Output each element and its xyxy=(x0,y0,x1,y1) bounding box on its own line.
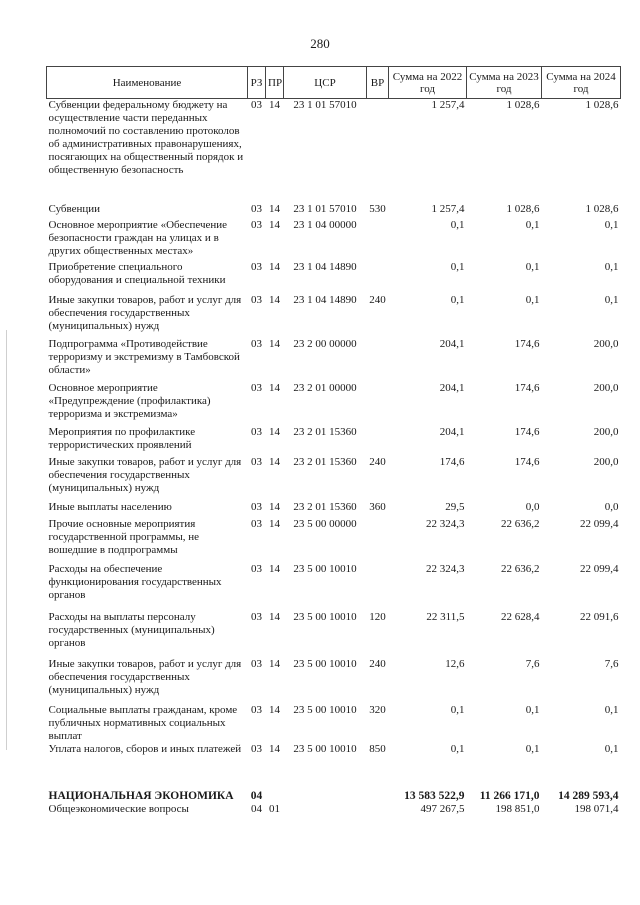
table-row xyxy=(47,803,621,823)
row-pr: 14 xyxy=(269,562,280,575)
row-name: Иные закупки товаров, работ и услуг для обеспечения государственных (муниципальных) нужд xyxy=(48,657,242,696)
row-rz: 03 xyxy=(251,293,262,306)
row-vr xyxy=(367,781,389,803)
row-sum-2024: 198 071,4 xyxy=(574,802,619,815)
row-sum-2022: 0,1 xyxy=(450,260,465,273)
row-sum-2024: 200,0 xyxy=(593,381,619,394)
row-vr: 240 xyxy=(369,455,386,468)
row-csr: 23 2 01 15360 xyxy=(293,455,357,468)
row-sum-2024: 22 091,6 xyxy=(580,610,619,623)
row-sum-2023: 0,0 xyxy=(525,500,540,513)
row-sum-2023: 1 028,6 xyxy=(506,99,540,111)
row-csr: 23 1 04 14890 xyxy=(293,260,357,273)
header-sum-2024: Сумма на 2024 год xyxy=(542,67,621,99)
row-name: Основное мероприятие «Предупреждение (профилактика) терроризма и экстремизма» xyxy=(48,381,211,420)
table-row xyxy=(47,426,621,456)
row-sum-2023: 0,1 xyxy=(525,260,540,273)
row-name: Прочие основные мероприятия государственной программы, не вошедшие в подпрограммы xyxy=(48,517,200,556)
row-sum-2024: 0,1 xyxy=(604,218,619,231)
budget-table xyxy=(46,66,621,823)
row-csr: 23 1 01 57010 xyxy=(293,202,357,215)
row-rz: 03 xyxy=(251,610,262,623)
row-sum-2024: 0,1 xyxy=(604,703,619,716)
row-sum-2022: 0,1 xyxy=(450,293,465,306)
row-csr: 23 2 00 00000 xyxy=(293,337,357,350)
header-sum-2023: Сумма на 2023 год xyxy=(467,67,542,99)
row-rz: 03 xyxy=(251,657,262,670)
row-vr xyxy=(367,219,389,261)
row-name: Расходы на обеспечение функционирования государственных органов xyxy=(48,562,222,601)
row-rz: 03 xyxy=(251,202,262,215)
row-pr: 14 xyxy=(269,742,280,755)
row-csr: 23 5 00 10010 xyxy=(293,657,357,670)
row-csr: 23 1 04 14890 xyxy=(293,293,357,306)
table-row xyxy=(47,99,621,203)
row-sum-2023: 22 628,4 xyxy=(501,610,540,623)
row-sum-2022: 204,1 xyxy=(439,381,465,394)
left-margin-mark xyxy=(6,330,7,750)
row-vr xyxy=(367,518,389,563)
header-sum-2022: Сумма на 2022 год xyxy=(389,67,467,99)
row-sum-2022: 1 257,4 xyxy=(431,99,465,111)
table-row xyxy=(47,563,621,611)
row-vr: 240 xyxy=(369,657,386,670)
row-sum-2024: 7,6 xyxy=(604,657,619,670)
row-csr: 23 5 00 10010 xyxy=(293,703,357,716)
table-row xyxy=(47,338,621,382)
row-sum-2024: 14 289 593,4 xyxy=(558,789,619,802)
row-pr: 14 xyxy=(269,337,280,350)
row-rz: 03 xyxy=(251,455,262,468)
table-row xyxy=(47,704,621,743)
row-rz: 03 xyxy=(251,703,262,716)
row-sum-2022: 174,6 xyxy=(439,455,465,468)
row-sum-2023: 7,6 xyxy=(525,657,540,670)
row-pr: 14 xyxy=(269,657,280,670)
row-csr xyxy=(284,781,367,803)
table-row xyxy=(47,219,621,261)
row-rz: 04 xyxy=(250,789,263,802)
row-pr: 14 xyxy=(269,610,280,623)
row-sum-2023: 1 028,6 xyxy=(506,202,540,215)
row-vr: 360 xyxy=(369,500,386,513)
table-row xyxy=(47,294,621,338)
row-sum-2024: 1 028,6 xyxy=(585,202,619,215)
row-sum-2024: 0,0 xyxy=(604,500,619,513)
row-name: Субвенции xyxy=(48,202,101,215)
row-pr: 14 xyxy=(269,293,280,306)
row-pr: 14 xyxy=(269,455,280,468)
row-rz: 03 xyxy=(251,425,262,438)
row-sum-2024: 22 099,4 xyxy=(580,517,619,530)
row-sum-2023: 0,1 xyxy=(525,703,540,716)
row-sum-2024: 200,0 xyxy=(593,425,619,438)
row-name: Мероприятия по профилактике террористических проявлений xyxy=(48,425,196,451)
row-sum-2022: 22 324,3 xyxy=(426,562,465,575)
table-row xyxy=(47,518,621,563)
header-name: Наименование xyxy=(47,67,248,99)
row-vr xyxy=(367,426,389,456)
row-name: Основное мероприятие «Обеспечение безопасности граждан на улицах и в других общественных местах» xyxy=(48,218,228,257)
row-csr xyxy=(284,803,367,823)
row-sum-2022: 22 311,5 xyxy=(426,610,465,623)
row-sum-2022: 29,5 xyxy=(445,500,465,513)
row-csr: 23 5 00 10010 xyxy=(293,562,357,575)
row-sum-2022: 0,1 xyxy=(450,218,465,231)
row-vr xyxy=(367,99,389,203)
row-name: Иные закупки товаров, работ и услуг для обеспечения государственных (муниципальных) нужд xyxy=(48,455,242,494)
row-vr xyxy=(367,563,389,611)
row-rz: 03 xyxy=(251,517,262,530)
row-sum-2024: 0,1 xyxy=(604,293,619,306)
row-sum-2023: 174,6 xyxy=(514,381,540,394)
row-vr xyxy=(367,261,389,294)
table-row xyxy=(47,743,621,781)
row-csr: 23 2 01 15360 xyxy=(293,500,357,513)
row-name: НАЦИОНАЛЬНАЯ ЭКОНОМИКА xyxy=(48,789,234,802)
row-rz: 03 xyxy=(251,218,262,231)
row-sum-2022: 12,6 xyxy=(445,657,465,670)
row-sum-2024: 0,1 xyxy=(604,260,619,273)
row-name: Социальные выплаты гражданам, кроме публичных нормативных социальных выплат xyxy=(48,703,238,742)
table-row xyxy=(47,501,621,518)
row-vr xyxy=(367,338,389,382)
row-name: Расходы на выплаты персоналу государственных (муниципальных) органов xyxy=(48,610,215,649)
row-sum-2023: 0,1 xyxy=(525,293,540,306)
row-vr: 240 xyxy=(369,293,386,306)
header-pr: ПР xyxy=(266,67,284,99)
row-pr: 14 xyxy=(269,703,280,716)
row-vr xyxy=(367,382,389,426)
row-pr: 14 xyxy=(269,202,280,215)
row-name: Иные закупки товаров, работ и услуг для обеспечения государственных (муниципальных) нужд xyxy=(48,293,242,332)
row-vr: 120 xyxy=(369,610,386,623)
row-vr: 320 xyxy=(369,703,386,716)
row-csr: 23 1 01 57010 xyxy=(293,99,357,111)
row-csr: 23 5 00 10010 xyxy=(293,742,357,755)
row-rz: 03 xyxy=(251,99,262,111)
row-name: Подпрограмма «Противодействие терроризму и экстремизму в Тамбовской области» xyxy=(48,337,240,376)
row-rz: 03 xyxy=(251,381,262,394)
row-name: Иные выплаты населению xyxy=(48,500,172,513)
table-row xyxy=(47,456,621,501)
table-body xyxy=(47,99,621,823)
row-rz: 03 xyxy=(251,562,262,575)
row-pr: 14 xyxy=(269,260,280,273)
row-rz: 03 xyxy=(251,260,262,273)
row-vr xyxy=(367,803,389,823)
row-pr: 14 xyxy=(269,381,280,394)
row-sum-2023: 11 266 171,0 xyxy=(479,789,540,802)
row-sum-2022: 0,1 xyxy=(450,703,465,716)
table-row xyxy=(47,203,621,219)
row-name: Уплата налогов, сборов и иных платежей xyxy=(48,742,242,755)
row-rz: 03 xyxy=(251,742,262,755)
header-vr: ВР xyxy=(367,67,389,99)
table-row xyxy=(47,382,621,426)
row-sum-2022: 1 257,4 xyxy=(431,202,465,215)
row-sum-2023: 0,1 xyxy=(525,218,540,231)
table-row xyxy=(47,781,621,803)
row-pr xyxy=(266,781,284,803)
row-sum-2023: 198 851,0 xyxy=(495,802,540,815)
row-name: Приобретение специального оборудования и специальной техники xyxy=(48,260,226,286)
row-sum-2023: 0,1 xyxy=(525,742,540,755)
row-pr: 14 xyxy=(269,99,280,111)
table-header-row xyxy=(47,67,621,99)
row-rz: 03 xyxy=(251,337,262,350)
row-sum-2022: 204,1 xyxy=(439,337,465,350)
row-sum-2023: 22 636,2 xyxy=(501,517,540,530)
row-sum-2023: 22 636,2 xyxy=(501,562,540,575)
row-sum-2023: 174,6 xyxy=(514,455,540,468)
row-vr: 850 xyxy=(369,742,386,755)
row-rz: 04 xyxy=(251,802,262,815)
row-rz: 03 xyxy=(251,500,262,513)
table-row xyxy=(47,261,621,294)
row-sum-2023: 174,6 xyxy=(514,425,540,438)
row-name: Общеэкономические вопросы xyxy=(48,802,189,815)
header-rz: РЗ xyxy=(248,67,266,99)
row-sum-2022: 22 324,3 xyxy=(426,517,465,530)
row-sum-2024: 22 099,4 xyxy=(580,562,619,575)
row-pr: 14 xyxy=(269,218,280,231)
table-row xyxy=(47,611,621,658)
row-sum-2024: 1 028,6 xyxy=(585,99,619,111)
header-csr: ЦСР xyxy=(284,67,367,99)
row-sum-2024: 200,0 xyxy=(593,455,619,468)
row-sum-2022: 204,1 xyxy=(439,425,465,438)
row-pr: 01 xyxy=(269,802,280,815)
row-pr: 14 xyxy=(269,517,280,530)
row-csr: 23 2 01 15360 xyxy=(293,425,357,438)
row-sum-2024: 0,1 xyxy=(604,742,619,755)
row-pr: 14 xyxy=(269,500,280,513)
row-sum-2022: 0,1 xyxy=(450,742,465,755)
row-csr: 23 1 04 00000 xyxy=(293,218,357,231)
row-csr: 23 5 00 10010 xyxy=(293,610,357,623)
row-pr: 14 xyxy=(269,425,280,438)
row-sum-2023: 174,6 xyxy=(514,337,540,350)
row-name: Субвенции федеральному бюджету на осуществление части переданных полномочий по составлению протоколов об административных правонарушениях, посягающих на общественный порядок и общественную безопасность xyxy=(48,99,244,176)
table-row xyxy=(47,658,621,704)
row-csr: 23 5 00 00000 xyxy=(293,517,357,530)
row-vr: 530 xyxy=(369,202,386,215)
row-sum-2022: 13 583 522,9 xyxy=(404,789,465,802)
row-sum-2024: 200,0 xyxy=(593,337,619,350)
page-number: 280 xyxy=(310,36,330,51)
row-sum-2022: 497 267,5 xyxy=(420,802,465,815)
row-csr: 23 2 01 00000 xyxy=(293,381,357,394)
